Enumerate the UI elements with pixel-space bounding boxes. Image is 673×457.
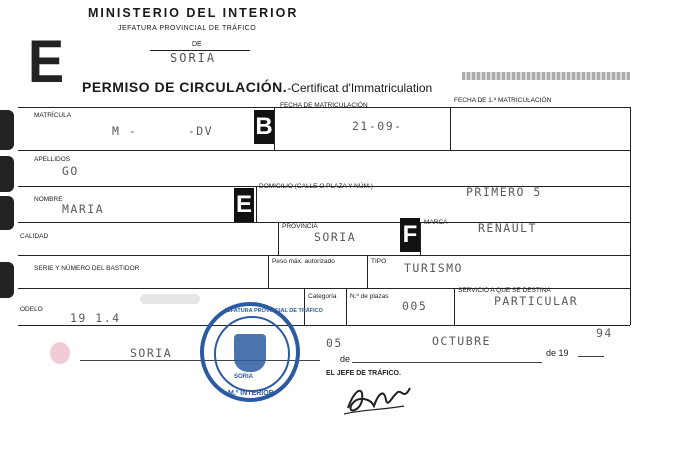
signer-label: EL JEFE DE TRÁFICO. <box>326 370 401 377</box>
tipo-value: TURISMO <box>404 261 463 275</box>
edge-tab <box>0 196 14 230</box>
month-underline <box>352 362 542 363</box>
plazas-label: N.º de plazas <box>350 293 389 300</box>
de-label: DE <box>192 41 202 48</box>
tipo-label: TIPO <box>371 258 387 265</box>
categoria-label: Categoría <box>308 293 337 300</box>
pink-mark <box>50 342 70 364</box>
matricula-label: MATRÍCULA <box>34 112 72 119</box>
footer-day: 05 <box>326 336 343 350</box>
grid-line <box>630 107 631 325</box>
grid-line <box>346 288 347 325</box>
footer-place: SORIA <box>130 346 173 360</box>
jefatura-name: JEFATURA PROVINCIAL DE TRÁFICO <box>118 25 257 32</box>
grid-line <box>268 255 269 288</box>
grid-line <box>18 222 630 223</box>
footer-year: 94 <box>596 326 613 340</box>
servicio-value: PARTICULAR <box>494 294 579 308</box>
box-letter-f: F <box>400 218 420 252</box>
domicilio-label: DOMICILIO (CALLE O PLAZA Y NÚM.) <box>259 183 373 190</box>
year-underline <box>578 356 604 357</box>
grid-line <box>18 325 630 326</box>
domicilio-value: PRIMERO 5 <box>466 185 542 199</box>
edge-tab <box>0 110 14 150</box>
ministry-name: MINISTERIO DEL INTERIOR <box>88 6 299 20</box>
provincia-value: SORIA <box>314 230 357 244</box>
grid-line <box>454 288 455 325</box>
grid-line <box>420 222 421 255</box>
grid-line <box>304 288 305 325</box>
grid-line <box>450 107 451 150</box>
grid-line <box>18 255 630 256</box>
grid-line <box>367 255 368 288</box>
official-stamp <box>200 302 323 402</box>
category-letter-e: E <box>28 28 65 95</box>
title-sub: -Certificat d'Immatriculation <box>287 81 433 95</box>
localidad-label: CALIDAD <box>20 233 49 240</box>
stamp-bottom-text: M.º INTERIOR <box>228 390 274 397</box>
province-value: SORIA <box>170 51 217 65</box>
nombre-label: NOMBRE <box>34 196 63 203</box>
peso-label: Peso máx. autorizado <box>272 258 335 265</box>
footer-de: de <box>340 354 351 364</box>
modelo-label: ODELO <box>20 306 43 313</box>
fecha-matriculacion-value: 21-09- <box>352 119 403 133</box>
servicio-label: SERVICIO A QUE SE DESTINA <box>458 287 551 294</box>
modelo-value: 19 1.4 <box>70 311 121 325</box>
fecha-matriculacion-label: FECHA DE MATRICULACIÓN <box>280 102 368 109</box>
stamp-city-text: SORIA <box>234 374 254 380</box>
fecha-primera-label: FECHA DE 1.ª MATRICULACIÓN <box>454 97 552 104</box>
edge-tab <box>0 156 14 192</box>
grid-line <box>274 107 275 150</box>
provincia-label: PROVINCIA <box>282 223 318 230</box>
matricula-value: M - -DV <box>112 124 214 138</box>
footer-month: OCTUBRE <box>432 334 491 348</box>
apellidos-label: APELLIDOS <box>34 156 71 163</box>
stamp-top-text: JEFATURA PROVINCIAL DE TRÁFICO <box>224 308 323 314</box>
nombre-value: MARIA <box>62 202 105 216</box>
signature <box>340 370 420 420</box>
box-letter-b: B <box>254 110 274 144</box>
grid-line <box>256 186 257 222</box>
marca-label: MARCA <box>424 219 448 226</box>
coat-of-arms-icon <box>234 334 266 372</box>
box-letter-e: E <box>234 188 254 222</box>
plazas-value: 005 <box>402 299 428 313</box>
serie-label: SERIE Y NÚMERO DEL BASTIDOR <box>34 265 140 272</box>
title-main: PERMISO DE CIRCULACIÓN. <box>82 79 288 95</box>
grid-line <box>18 150 630 151</box>
edge-tab <box>0 262 14 298</box>
apellidos-value: GO <box>62 164 79 178</box>
grid-line <box>278 222 279 255</box>
security-strip <box>462 72 630 80</box>
marca-value: RENAULT <box>478 221 537 235</box>
footer-de-19: de 19 <box>546 348 569 358</box>
redacted-area <box>140 294 200 304</box>
document-title <box>82 79 432 95</box>
